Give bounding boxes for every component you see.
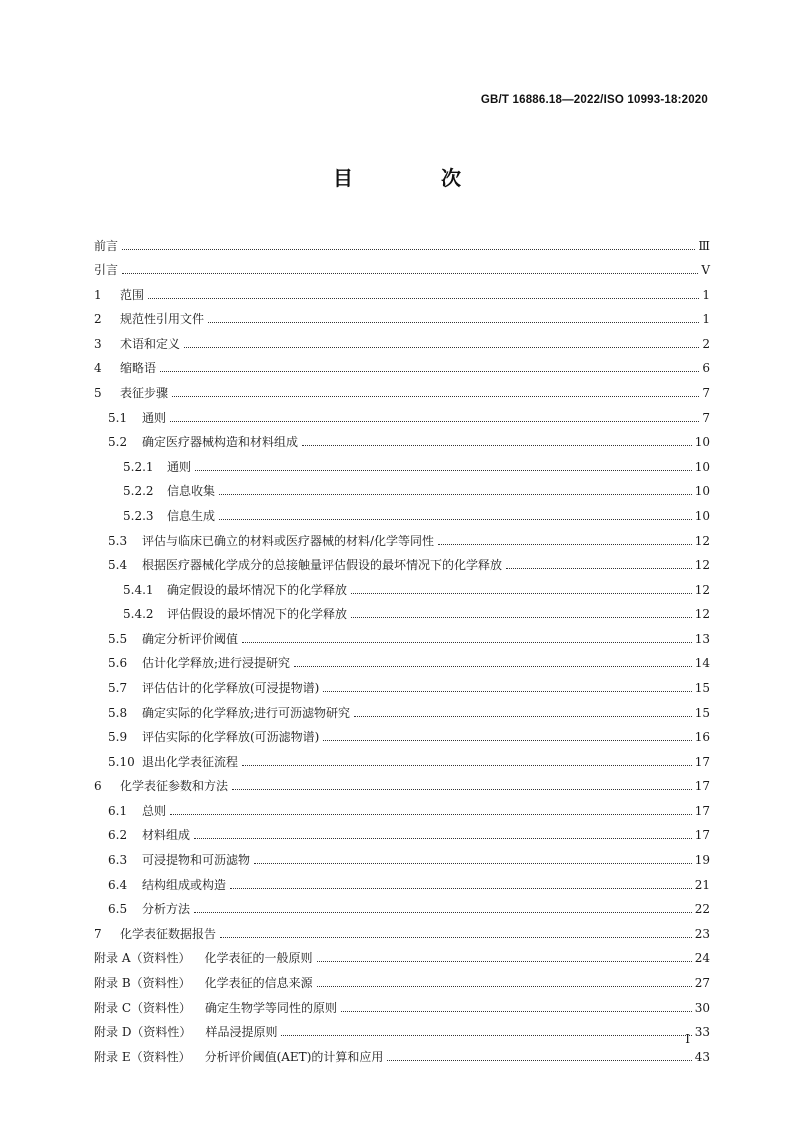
toc-leader-dots [148, 298, 699, 299]
toc-leader-dots [341, 1011, 692, 1012]
toc-leader-dots [172, 396, 699, 397]
toc-leader-dots [506, 568, 692, 569]
toc-entry-page: 30 [694, 1000, 710, 1015]
toc-entry[interactable] [94, 426, 710, 451]
toc-entry-title: 评估实际的化学释放(可沥滤物谱) [142, 730, 320, 745]
toc-entry-page: 12 [694, 558, 710, 573]
toc-entry-title: 根据医疗器械化学成分的总接触量评估假设的最坏情况下的化学释放 [142, 558, 503, 573]
toc-entry[interactable] [94, 671, 710, 696]
toc-entry[interactable] [94, 303, 710, 328]
toc-entry-page: 24 [694, 951, 710, 966]
toc-entry-title: 化学表征的信息来源 [204, 975, 313, 990]
standard-code: GB/T 16886.18—2022/ISO 10993-18:2020 [480, 94, 708, 106]
toc-entry-page: 19 [694, 853, 710, 868]
toc-entry-number: 附录 A（资料性） [94, 951, 191, 966]
toc-entry-number: 6.2 [108, 828, 128, 843]
toc-entry-page: 1 [702, 287, 710, 302]
toc-entry-title: 退出化学表征流程 [142, 754, 239, 769]
toc-entry-number: 2 [94, 312, 102, 327]
toc-entry-number: 6.3 [108, 853, 128, 868]
toc-leader-dots [317, 986, 692, 987]
toc-entry-number: 5.2.1 [123, 459, 154, 474]
toc-entry-number: 5.6 [108, 656, 128, 671]
toc-entry-number: 附录 E（资料性） [94, 1049, 191, 1064]
toc-entry[interactable] [94, 794, 710, 819]
toc-entry[interactable] [94, 401, 710, 426]
toc-entry-page: 10 [694, 459, 710, 474]
toc-entry[interactable] [94, 819, 710, 844]
toc-entry[interactable] [94, 499, 710, 524]
toc-entry[interactable] [94, 327, 710, 352]
toc-entry-number: 5.10 [108, 754, 135, 769]
toc-entry-title: 结构组成或构造 [142, 877, 227, 892]
toc-leader-dots [351, 593, 692, 594]
toc-entry-page: 7 [702, 410, 710, 425]
toc-entry-number: 5.2 [108, 435, 128, 450]
toc-entry-page: 23 [694, 926, 710, 941]
toc-entry[interactable] [94, 1016, 710, 1041]
toc-leader-dots [294, 666, 692, 667]
toc-leader-dots [170, 421, 699, 422]
toc-entry-number: 5 [94, 386, 102, 401]
toc-entry-title: 样品浸提原则 [205, 1025, 278, 1040]
toc-leader-dots [354, 716, 692, 717]
toc-entry[interactable] [94, 893, 710, 918]
toc-entry-page: Ⅴ [701, 263, 710, 278]
toc-leader-dots [242, 642, 692, 643]
toc-entry-page: 12 [694, 582, 710, 597]
toc-entry-page: 33 [694, 1025, 710, 1040]
toc-entry-page: 15 [694, 705, 710, 720]
toc-entry-page: 27 [694, 975, 710, 990]
toc-entry-page: 17 [694, 828, 710, 843]
toc-entry-page: 17 [694, 803, 710, 818]
toc-entry-title: 通则 [142, 410, 167, 425]
toc-leader-dots [208, 322, 699, 323]
toc-entry-title: 可浸提物和可沥滤物 [142, 853, 251, 868]
toc-entry-page: 2 [702, 336, 710, 351]
toc-entry[interactable] [94, 942, 710, 967]
toc-entry-title: 表征步骤 [120, 386, 169, 401]
toc-entry-number: 6.4 [108, 877, 128, 892]
toc-entry-page: 10 [694, 484, 710, 499]
toc-entry-title: 估计化学释放;进行浸提研究 [142, 656, 291, 671]
toc-entry-title: 分析评价阈值(AET)的计算和应用 [204, 1049, 384, 1064]
toc-leader-dots [351, 617, 692, 618]
toc-entry-title: 化学表征的一般原则 [204, 951, 313, 966]
toc-entry-page: 22 [694, 902, 710, 917]
toc-entry-title: 化学表征数据报告 [120, 926, 217, 941]
toc-entry[interactable] [94, 450, 710, 475]
toc-entry[interactable] [94, 1040, 710, 1065]
toc-entry-page: 6 [702, 361, 710, 376]
toc-entry[interactable] [94, 868, 710, 893]
toc-entry-title: 评估估计的化学释放(可浸提物谱) [142, 680, 320, 695]
toc-entry-title: 引言 [94, 263, 119, 278]
toc-entry-page: Ⅲ [698, 238, 710, 253]
toc-entry-number: 7 [94, 926, 102, 941]
toc-entry[interactable] [94, 770, 710, 795]
toc-entry-title: 评估假设的最坏情况下的化学释放 [167, 607, 348, 622]
toc-leader-dots [323, 740, 691, 741]
page-number: Ⅰ [685, 1032, 690, 1046]
toc-entry[interactable] [94, 278, 710, 303]
toc-entry-title: 确定假设的最坏情况下的化学释放 [167, 582, 348, 597]
toc-entry[interactable] [94, 622, 710, 647]
toc-entry-number: 附录 D（资料性） [94, 1025, 192, 1040]
toc-entry-number: 5.3 [108, 533, 128, 548]
toc-entry[interactable] [94, 549, 710, 574]
toc-entry-number: 5.2.2 [123, 484, 154, 499]
toc-entry-number: 3 [94, 336, 102, 351]
toc-leader-dots [194, 912, 692, 913]
toc-entry-number: 附录 B（资料性） [94, 975, 191, 990]
toc-entry-number: 5.8 [108, 705, 128, 720]
toc-entry-page: 13 [694, 631, 710, 646]
toc-entry-page: 12 [694, 607, 710, 622]
toc-leader-dots [438, 544, 692, 545]
toc-entry-title: 通则 [167, 459, 192, 474]
toc-leader-dots [122, 273, 698, 274]
toc-entry[interactable] [94, 376, 710, 401]
table-of-contents [94, 229, 710, 1065]
toc-leader-dots [302, 445, 692, 446]
toc-entry[interactable] [94, 598, 710, 623]
toc-entry-number: 6 [94, 779, 102, 794]
toc-entry-page: 1 [702, 312, 710, 327]
toc-entry-number: 5.9 [108, 730, 128, 745]
toc-entry-title: 确定实际的化学释放;进行可沥滤物研究 [142, 705, 351, 720]
toc-entry-page: 15 [694, 680, 710, 695]
toc-leader-dots [219, 494, 692, 495]
toc-entry-title: 信息收集 [167, 484, 216, 499]
toc-entry-page: 43 [694, 1049, 710, 1064]
toc-leader-dots [230, 888, 692, 889]
toc-entry-page: 10 [694, 435, 710, 450]
toc-leader-dots [184, 347, 699, 348]
toc-entry[interactable] [94, 721, 710, 746]
toc-entry-number: 5.7 [108, 680, 128, 695]
toc-entry-title: 范围 [120, 287, 145, 302]
toc-entry-page: 16 [694, 730, 710, 745]
toc-entry-number: 5.4.2 [123, 607, 154, 622]
toc-entry-title: 材料组成 [142, 828, 191, 843]
toc-entry-page: 12 [694, 533, 710, 548]
toc-entry-page: 14 [694, 656, 710, 671]
toc-entry-title: 确定分析评价阈值 [142, 631, 239, 646]
toc-entry[interactable] [94, 991, 710, 1016]
toc-entry-page: 7 [702, 386, 710, 401]
toc-leader-dots [194, 838, 692, 839]
toc-leader-dots [317, 961, 692, 962]
toc-entry-title: 术语和定义 [120, 336, 181, 351]
toc-entry[interactable] [94, 843, 710, 868]
toc-entry-page: 17 [694, 754, 710, 769]
toc-entry-title: 规范性引用文件 [120, 312, 205, 327]
toc-leader-dots [232, 789, 692, 790]
toc-entry-title: 缩略语 [120, 361, 157, 376]
toc-entry-page: 10 [694, 508, 710, 523]
toc-leader-dots [281, 1035, 691, 1036]
toc-entry[interactable] [94, 475, 710, 500]
toc-entry-number: 5.2.3 [123, 508, 154, 523]
toc-entry-title: 总则 [142, 803, 167, 818]
toc-entry[interactable] [94, 352, 710, 377]
toc-leader-dots [242, 765, 692, 766]
toc-leader-dots [254, 863, 692, 864]
toc-entry-title: 确定生物学等同性的原则 [205, 1000, 338, 1015]
toc-entry-number: 附录 C（资料性） [94, 1000, 191, 1015]
toc-entry-number: 5.1 [108, 410, 128, 425]
toc-entry[interactable] [94, 966, 710, 991]
toc-entry-number: 6.1 [108, 803, 128, 818]
toc-entry-number: 6.5 [108, 902, 128, 917]
toc-entry-title: 信息生成 [167, 508, 216, 523]
toc-leader-dots [220, 937, 692, 938]
toc-entry[interactable] [94, 917, 710, 942]
toc-entry-number: 5.4.1 [123, 582, 154, 597]
toc-entry-number: 5.4 [108, 558, 128, 573]
toc-leader-dots [387, 1060, 691, 1061]
toc-entry-title: 评估与临床已确立的材料或医疗器械的材料/化学等同性 [142, 533, 435, 548]
toc-leader-dots [160, 371, 699, 372]
toc-entry[interactable] [94, 745, 710, 770]
toc-leader-dots [170, 814, 692, 815]
toc-entry-number: 4 [94, 361, 102, 376]
toc-entry[interactable] [94, 229, 710, 254]
toc-entry-page: 17 [694, 779, 710, 794]
toc-leader-dots [323, 691, 691, 692]
toc-entry-page: 21 [694, 877, 710, 892]
toc-leader-dots [195, 470, 692, 471]
toc-entry-title: 分析方法 [142, 902, 191, 917]
toc-entry-title: 化学表征参数和方法 [120, 779, 229, 794]
toc-leader-dots [122, 249, 695, 250]
toc-entry[interactable] [94, 524, 710, 549]
toc-entry[interactable] [94, 573, 710, 598]
toc-entry[interactable] [94, 696, 710, 721]
toc-entry-title: 前言 [94, 238, 119, 253]
toc-title: 目 次 [333, 166, 495, 190]
toc-leader-dots [219, 519, 692, 520]
toc-entry[interactable] [94, 254, 710, 279]
toc-entry-title: 确定医疗器械构造和材料组成 [142, 435, 299, 450]
toc-entry[interactable] [94, 647, 710, 672]
toc-entry-number: 5.5 [108, 631, 128, 646]
toc-entry-number: 1 [94, 287, 102, 302]
